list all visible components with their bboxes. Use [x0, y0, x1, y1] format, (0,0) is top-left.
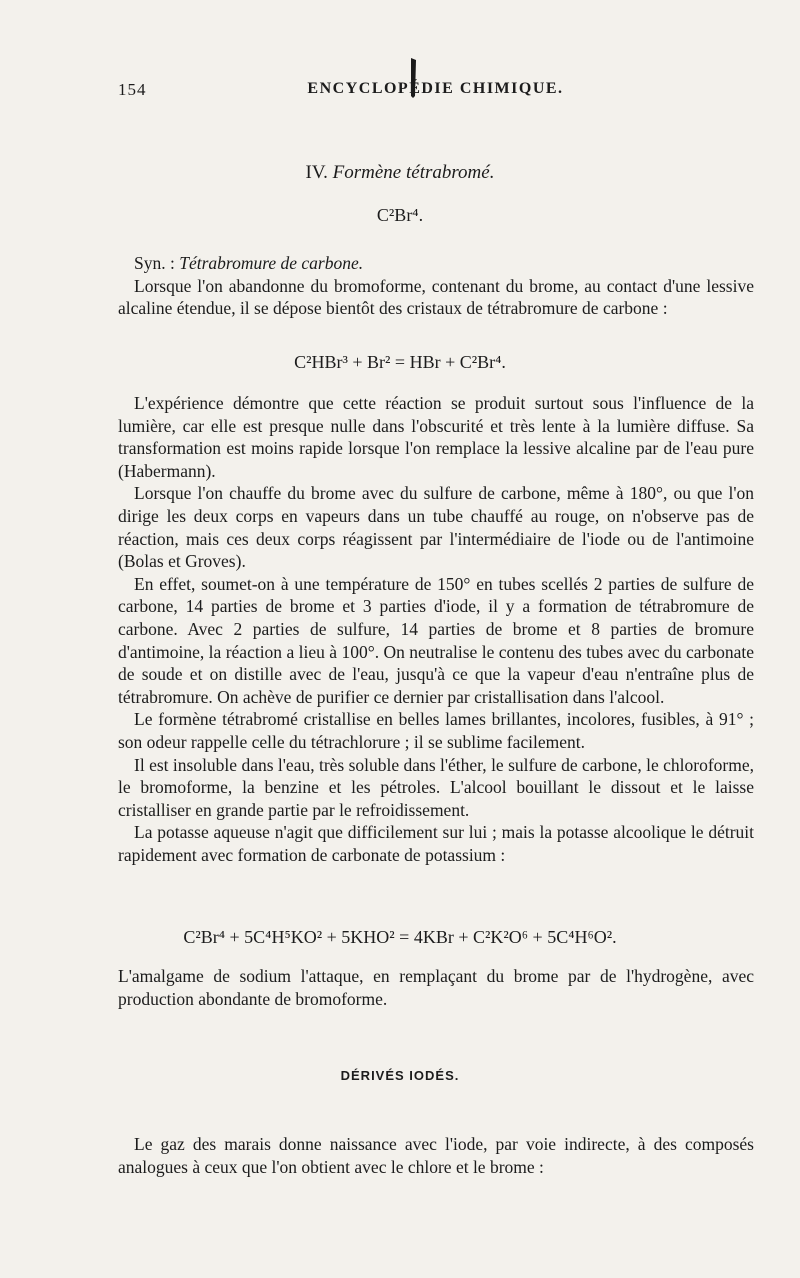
paragraph: Lorsque l'on abandonne du bromoforme, contenant du brome, au contact d'une lessive alcaline étendue, il se dépose bientôt des cristaux de tétrabromure de carbone :	[118, 275, 754, 319]
paragraph: L'amalgame de sodium l'attaque, en remplaçant du brome par de l'hydrogène, avec production abondante de bromoforme.	[118, 966, 754, 1009]
running-title: ENCYCLOPÉDIE CHIMIQUE.	[307, 80, 564, 97]
subheading-iodine-derivatives: DÉRIVÉS IODÉS.	[340, 1068, 460, 1083]
section-name: Formène tétrabromé.	[332, 162, 495, 183]
paragraph: Le formène tétrabromé cristallise en belles lames brillantes, incolores, fusibles, à 91° ; son odeur rappelle celle du tétrachlorure ; il se sublime facilement.	[118, 709, 754, 752]
paragraph: La potasse aqueuse n'agit que difficilement sur lui ; mais la potasse alcoolique le détruit rapidement avec formation de carbonate de potassium :	[118, 822, 754, 865]
text-block-intro	[118, 252, 754, 320]
paragraph: Il est insoluble dans l'eau, très soluble dans l'éther, le sulfure de carbone, le chloroforme, le bromoforme, la benzine et les pétroles. L'alcool bouillant le dissout et le laisse cristalliser en grande partie par le refroidissement.	[118, 754, 754, 820]
synonym-label: Syn. :	[134, 253, 175, 273]
text-block-iodine	[118, 1133, 754, 1178]
equation-potash: C²Br⁴ + 5C⁴H⁵KO² + 5KHO² = 4KBr + C²K²O⁶ + 5C⁴H⁶O².	[183, 927, 617, 947]
synonym-line	[118, 252, 754, 275]
equation-bromoform: C²HBr³ + Br² = HBr + C²Br⁴.	[294, 352, 506, 372]
page-number: 154	[118, 80, 147, 99]
page-header	[118, 80, 753, 110]
compound-formula: C²Br⁴.	[376, 205, 424, 225]
paragraph: L'expérience démontre que cette réaction se produit surtout sous l'influence de la lumière, car elle est presque nulle dans l'obscurité et très lente à la lumière diffuse. Sa transformation est moins rapide lorsque l'on remplace la lessive alcaline par de l'eau pure (Habermann).	[118, 393, 754, 481]
synonym-name: Tétrabromure de carbone.	[179, 253, 364, 273]
paragraph: En effet, soumet-on à une température de 150° en tubes scellés 2 parties de sulfure de carbone, 14 parties de brome et 3 parties d'iode, il y a formation de tétrabromure de carbone. Avec 2 parties de sulfure, 14 parties de brome et 8 parties de bromure d'antimoine, la réaction a lieu à 100°. On neutralise le contenu des tubes avec du carbonate de soude et on distille avec de l'eau, jusqu'à ce que la vapeur d'eau n'entraîne plus de tétrabromure. On achève de purifier ce dernier par cristallisation dans l'alcool.	[118, 573, 754, 707]
text-block-main	[118, 392, 754, 866]
section-title	[0, 162, 800, 184]
section-number: IV.	[305, 162, 328, 183]
paragraph: Lorsque l'on chauffe du brome avec du sulfure de carbone, même à 180°, ou que l'on dirige les deux corps en vapeurs dans un tube chauffé au rouge, on n'observe pas de réaction, mais ces deux corps réagissent par l'intermédiaire de l'iode ou de l'antimoine (Bolas et Groves).	[118, 483, 754, 572]
paragraph: Le gaz des marais donne naissance avec l'iode, par voie indirecte, à des composés analogues à ceux que l'on obtient avec le chlore et le brome :	[118, 1134, 754, 1177]
text-block-amalgam	[118, 965, 754, 1010]
